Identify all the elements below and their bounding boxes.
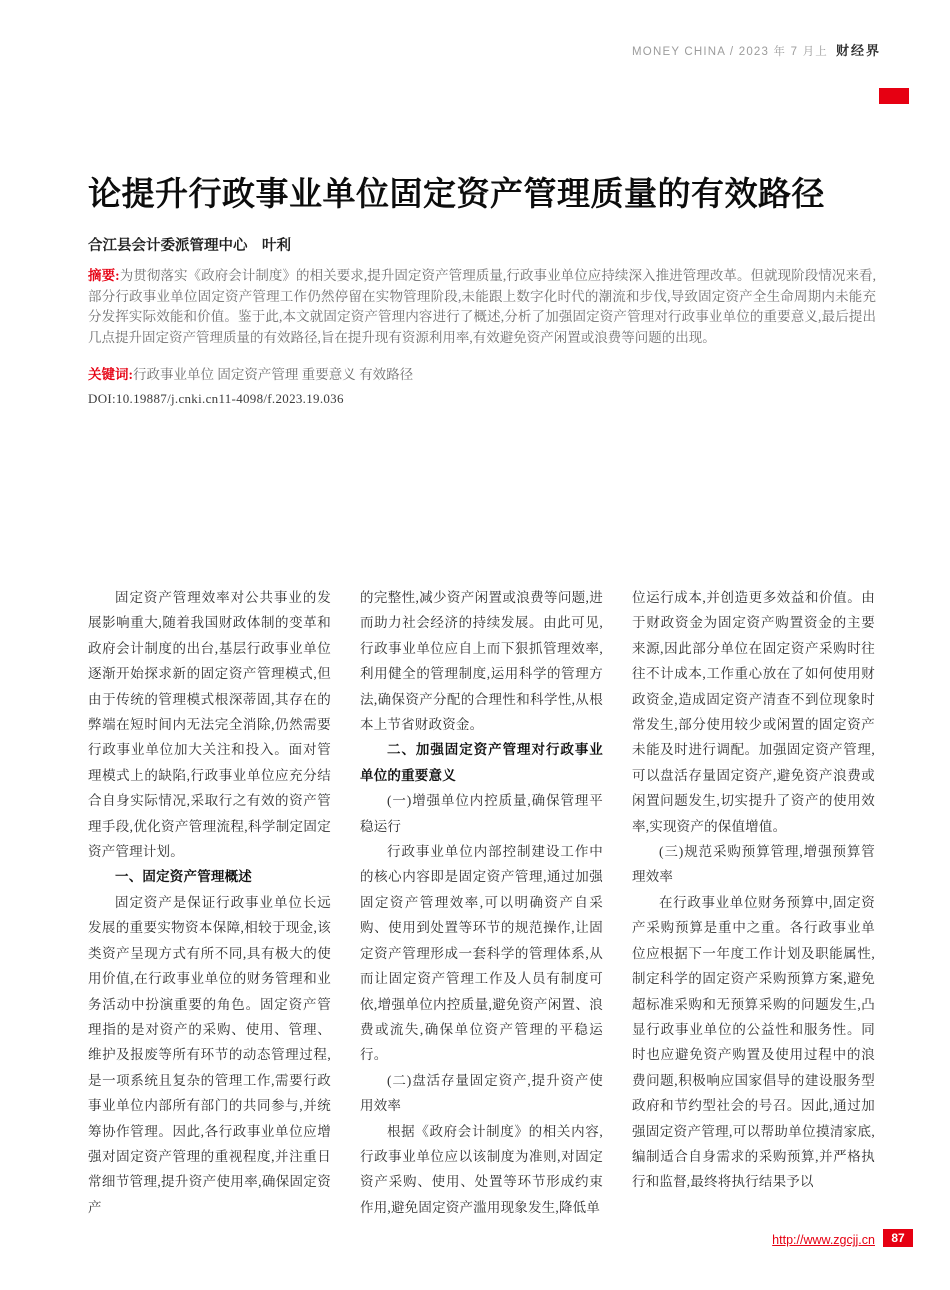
- article-title: 论提升行政事业单位固定资产管理质量的有效路径: [88, 175, 825, 212]
- abstract-label: 摘要:: [88, 268, 120, 283]
- page-header: [632, 40, 881, 59]
- body-column: [360, 585, 603, 1220]
- doi: DOI:10.19887/j.cnki.cn11-4098/f.2023.19.036: [88, 391, 344, 406]
- keywords-text: 行政事业单位 固定资产管理 重要意义 有效路径: [133, 367, 414, 382]
- page-number-badge: 87: [883, 1229, 913, 1247]
- body-paragraph: 根据《政府会计制度》的相关内容,行政事业单位应以该制度为准则,对固定资产采购、使用、处置等环节形成约束作用,避免固定资产滥用现象发生,降低单: [360, 1123, 603, 1215]
- body-paragraph: 在行政事业单位财务预算中,固定资产采购预算是重中之重。各行政事业单位应根据下一年度工作计划及职能属性,制定科学的固定资产采购预算方案,避免超标准采购和无预算采购的问题发生,凸显行政事业单位的公益性和服务性。同时也应避免资产购置及使用过程中的浪费问题,积极响应国家倡导的建设服务型政府和节约型社会的号召。因此,通过加强固定资产管理,可以帮助单位摸清家底,编制适合自身需求的采购预算,并严格执行和监督,最终将执行结果予以: [632, 894, 875, 1190]
- issue-info: MONEY CHINA / 2023 年 7 月上: [632, 46, 828, 58]
- section-heading: 二、加强固定资产管理对行政事业单位的重要意义: [360, 742, 603, 783]
- body-paragraph: 的完整性,减少资产闲置或浪费等问题,进而助力社会经济的持续发展。由此可见,行政事业单位应自上而下狠抓管理效率,利用健全的管理制度,运用科学的管理方法,确保资产分配的合理性和科学性,从根本上节省财政资金。: [360, 590, 603, 733]
- journal-brand: 财经界: [835, 43, 881, 58]
- abstract: [88, 266, 876, 348]
- body-paragraph: 固定资产管理效率对公共事业的发展影响重大,随着我国财政体制的变革和政府会计制度的出台,基层行政事业单位逐渐开始探求新的固定资产管理模式,但由于传统的管理模式根深蒂固,其存在的弊端在短时间内无法完全消除,仍然需要行政事业单位加大关注和投入。面对管理模式上的缺陷,行政事业单位应充分结合自身实际情况,采取行之有效的资产管理手段,优化资产管理流程,科学制定固定资产管理计划。: [88, 590, 331, 860]
- body-paragraph: (二)盘活存量固定资产,提升资产使用效率: [360, 1072, 603, 1114]
- article-body: [88, 585, 876, 1220]
- body-column: [88, 585, 331, 1220]
- body-paragraph: 行政事业单位内部控制建设工作中的核心内容即是固定资产管理,通过加强固定资产管理效率,可以明确资产自采购、使用到处置等环节的规范操作,让固定资产管理形成一套科学的管理体系,从而让固定资产管理工作及人员有制度可依,增强单位内控质量,避免资产闲置、浪费或流失,确保单位资产管理的平稳运行。: [360, 844, 603, 1063]
- corner-marker: [879, 88, 909, 104]
- abstract-text: 为贯彻落实《政府会计制度》的相关要求,提升固定资产管理质量,行政事业单位应持续深入推进管理改革。但就现阶段情况来看,部分行政事业单位固定资产管理工作仍然停留在实物管理阶段,未能跟上数字化时代的潮流和步伐,导致固定资产全生命周期内未能充分发挥实际效能和价值。鉴于此,本文就固定资产管理内容进行了概述,分析了加强固定资产管理对行政事业单位的重要意义,最后提出几点提升固定资产管理质量的有效路径,旨在提升现有资源利用率,有效避免资产闲置或浪费等问题的出现。: [88, 268, 876, 345]
- body-paragraph: (一)增强单位内控质量,确保管理平稳运行: [360, 793, 603, 834]
- keywords-label: 关键词:: [88, 367, 133, 382]
- website-link[interactable]: http://www.zgcjj.cn: [772, 1233, 875, 1247]
- body-paragraph: (三)规范采购预算管理,增强预算管理效率: [632, 844, 875, 885]
- author-affiliation: 合江县会计委派管理中心 叶利: [88, 238, 291, 254]
- body-column: [632, 585, 875, 1220]
- body-paragraph: 固定资产是保证行政事业单位长远发展的重要实物资本保障,相较于现金,该类资产呈现方式有所不同,具有极大的使用价值,在行政事业单位的财务管理和业务活动中扮演重要的角色。固定资产管理指的是对资产的采购、使用、管理、维护及报废等所有环节的动态管理过程,是一项系统且复杂的管理工作,需要行政事业单位内部所有部门的共同参与,并统筹协作管理。因此,各行政事业单位应增强对固定资产管理的重视程度,并注重日常细节管理,提升资产使用率,确保固定资产: [88, 894, 331, 1215]
- body-paragraph: 位运行成本,并创造更多效益和价值。由于财政资金为固定资产购置资金的主要来源,因此部分单位在固定资产采购时往往不计成本,工作重心放在了如何使用财政资金,造成固定资产清查不到位现象时常发生,部分使用较少或闲置的固定资产未能及时进行调配。加强固定资产管理,可以盘活存量固定资产,避免资产浪费或闲置问题发生,切实提升了资产的使用效率,实现资产的保值增值。: [632, 590, 875, 834]
- section-heading: 一、固定资产管理概述: [115, 869, 252, 885]
- keywords: [88, 363, 876, 383]
